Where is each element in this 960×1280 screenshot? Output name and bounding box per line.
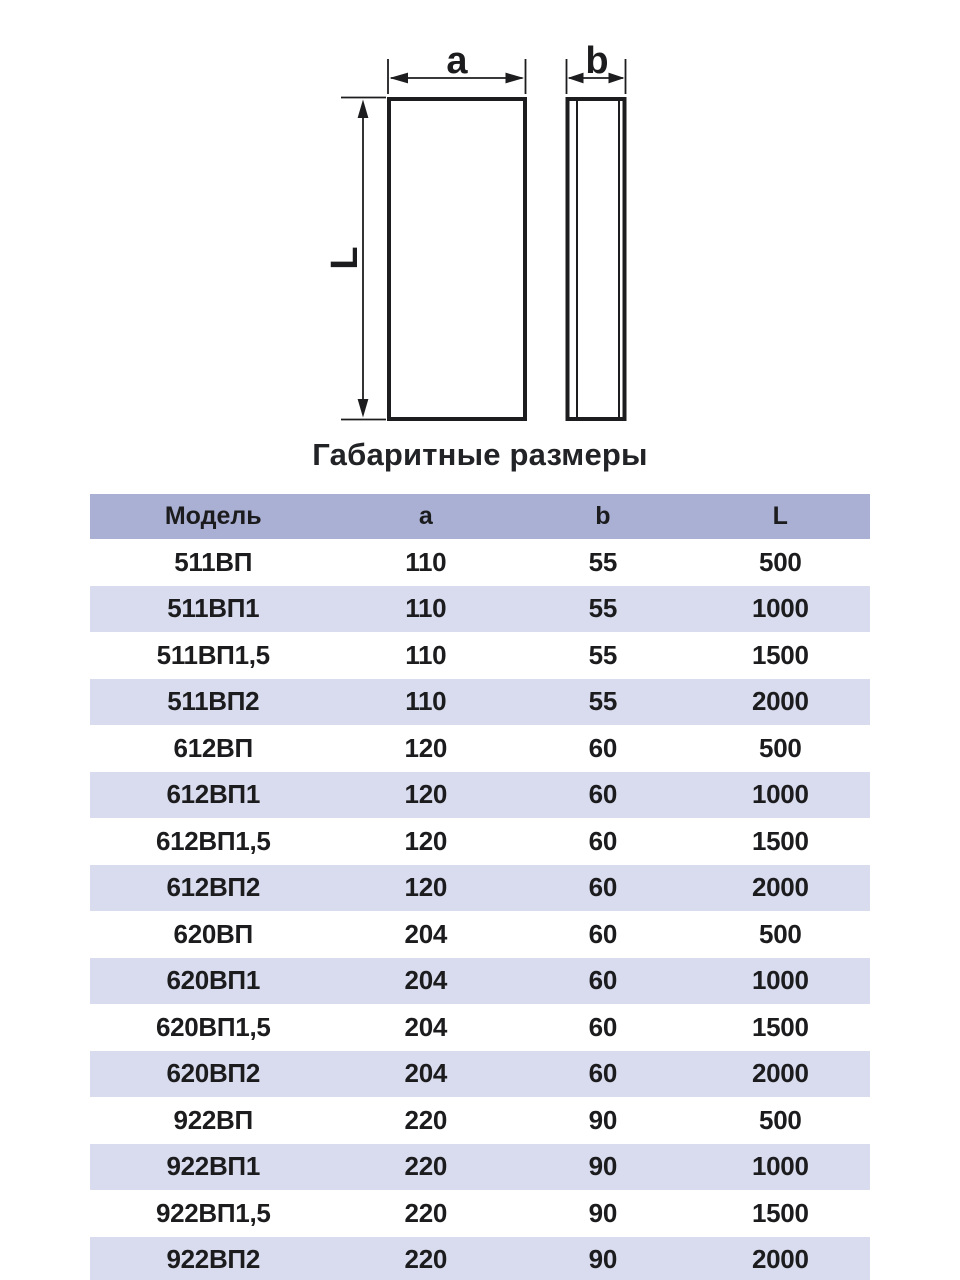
dim-b-arrowhead-left [568, 73, 584, 84]
a-cell: 204 [336, 911, 515, 958]
dim-label-l: L [324, 246, 366, 270]
l-cell: 1000 [691, 772, 870, 819]
a-cell: 110 [336, 539, 515, 586]
table-row [90, 539, 870, 586]
b-cell: 90 [515, 1237, 691, 1280]
model-cell: 620ВП [90, 911, 336, 958]
b-cell: 55 [515, 539, 691, 586]
table-row [90, 632, 870, 679]
model-cell: 922ВП1 [90, 1144, 336, 1191]
a-cell: 220 [336, 1097, 515, 1144]
l-cell: 1500 [691, 632, 870, 679]
model-cell: 620ВП1 [90, 958, 336, 1005]
l-cell: 1000 [691, 586, 870, 633]
a-cell: 204 [336, 1051, 515, 1098]
a-cell: 110 [336, 586, 515, 633]
model-cell: 620ВП2 [90, 1051, 336, 1098]
table-row [90, 586, 870, 633]
b-cell: 60 [515, 818, 691, 865]
a-cell: 204 [336, 1004, 515, 1051]
l-cell: 1500 [691, 1004, 870, 1051]
l-cell: 1500 [691, 1190, 870, 1237]
model-cell: 922ВП1,5 [90, 1190, 336, 1237]
b-cell: 60 [515, 1051, 691, 1098]
dim-a-arrowhead-right [506, 73, 525, 84]
l-cell: 1000 [691, 958, 870, 1005]
table-row [90, 865, 870, 912]
a-cell: 110 [336, 679, 515, 726]
model-cell: 511ВП2 [90, 679, 336, 726]
table-row [90, 958, 870, 1005]
b-cell: 60 [515, 958, 691, 1005]
l-cell: 2000 [691, 1051, 870, 1098]
l-cell: 2000 [691, 1237, 870, 1280]
a-cell: 120 [336, 818, 515, 865]
l-cell: 500 [691, 911, 870, 958]
a-cell: 110 [336, 632, 515, 679]
table-row [90, 1144, 870, 1191]
table-row [90, 725, 870, 772]
l-cell: 1500 [691, 818, 870, 865]
b-cell: 55 [515, 586, 691, 633]
model-cell: 922ВП [90, 1097, 336, 1144]
b-cell: 90 [515, 1190, 691, 1237]
a-cell: 220 [336, 1237, 515, 1280]
model-cell: 922ВП2 [90, 1237, 336, 1280]
dim-label-b: b [585, 40, 609, 82]
table-row [90, 818, 870, 865]
a-cell: 220 [336, 1190, 515, 1237]
a-cell: 120 [336, 725, 515, 772]
a-cell: 120 [336, 865, 515, 912]
table-row [90, 1190, 870, 1237]
b-cell: 90 [515, 1097, 691, 1144]
dim-label-a: a [446, 40, 468, 82]
col-header-model: Модель [90, 494, 336, 539]
b-cell: 55 [515, 632, 691, 679]
dimensions-table [90, 494, 870, 1280]
dim-l-arrowhead-top [358, 100, 369, 119]
model-cell: 511ВП1,5 [90, 632, 336, 679]
l-cell: 500 [691, 1097, 870, 1144]
b-cell: 60 [515, 1004, 691, 1051]
table-row [90, 1004, 870, 1051]
table-row [90, 1051, 870, 1098]
b-cell: 90 [515, 1144, 691, 1191]
table-row [90, 772, 870, 819]
table-row [90, 679, 870, 726]
dim-b-arrowhead-right [609, 73, 625, 84]
a-cell: 220 [336, 1144, 515, 1191]
model-cell: 612ВП1 [90, 772, 336, 819]
dim-a-arrowhead-left [390, 73, 409, 84]
model-cell: 620ВП1,5 [90, 1004, 336, 1051]
table-header-row [90, 494, 870, 539]
b-cell: 60 [515, 772, 691, 819]
b-cell: 55 [515, 679, 691, 726]
a-cell: 120 [336, 772, 515, 819]
b-cell: 60 [515, 865, 691, 912]
model-cell: 511ВП1 [90, 586, 336, 633]
l-cell: 2000 [691, 865, 870, 912]
l-cell: 500 [691, 725, 870, 772]
diagram-caption: Габаритные размеры [312, 437, 648, 472]
model-cell: 612ВП2 [90, 865, 336, 912]
b-cell: 60 [515, 725, 691, 772]
model-cell: 612ВП1,5 [90, 818, 336, 865]
col-header-b: b [515, 494, 691, 539]
b-cell: 60 [515, 911, 691, 958]
front-view-outline [389, 99, 525, 419]
dim-l-arrowhead-bottom [358, 399, 369, 418]
table-row [90, 1097, 870, 1144]
l-cell: 1000 [691, 1144, 870, 1191]
table-row [90, 911, 870, 958]
col-header-a: a [336, 494, 515, 539]
table-body [90, 539, 870, 1280]
dimension-diagram [0, 0, 960, 475]
model-cell: 612ВП [90, 725, 336, 772]
a-cell: 204 [336, 958, 515, 1005]
col-header-l: L [691, 494, 870, 539]
l-cell: 500 [691, 539, 870, 586]
model-cell: 511ВП [90, 539, 336, 586]
l-cell: 2000 [691, 679, 870, 726]
table-row [90, 1237, 870, 1280]
